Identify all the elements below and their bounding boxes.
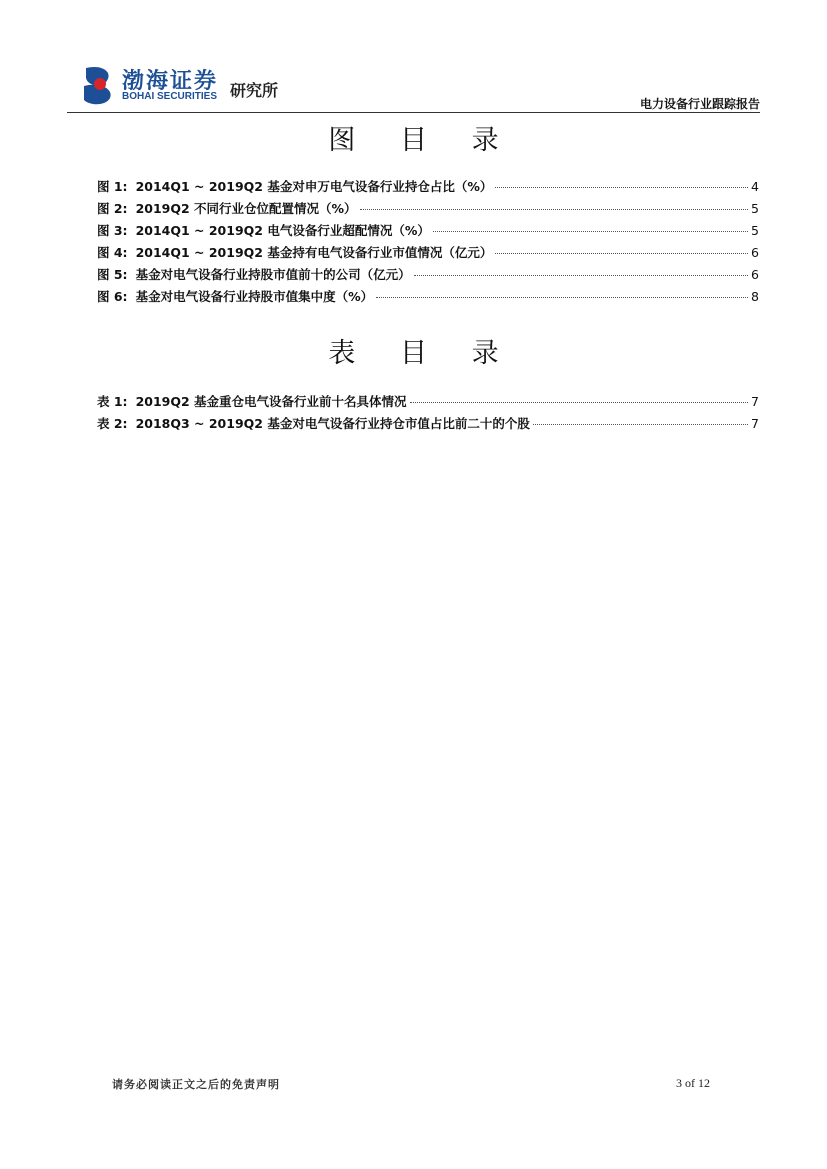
toc-entry[interactable]	[97, 286, 759, 308]
toc-entry-number: 图 6:	[97, 289, 128, 304]
toc-entry[interactable]	[97, 198, 759, 220]
toc-entry[interactable]	[97, 220, 759, 242]
toc-leader-dots	[433, 231, 748, 232]
bohai-logo-icon	[80, 64, 118, 108]
toc-entry-number: 图 1:	[97, 179, 128, 194]
toc-entry[interactable]	[97, 176, 759, 198]
figures-toc-list	[97, 176, 759, 308]
toc-entry-title: 基金对电气设备行业持股市值前十的公司（亿元）	[135, 267, 411, 282]
toc-entry-page: 4	[751, 179, 759, 194]
toc-entry-title: 2014Q1 ~ 2019Q2 基金持有电气设备行业市值情况（亿元）	[135, 245, 493, 260]
header-divider	[67, 112, 760, 113]
toc-entry-title: 基金对电气设备行业持股市值集中度（%）	[135, 289, 374, 304]
toc-entry-title: 2014Q1 ~ 2019Q2 电气设备行业超配情况（%）	[135, 223, 430, 238]
toc-leader-dots	[533, 424, 748, 425]
toc-leader-dots	[376, 297, 748, 298]
toc-leader-dots	[360, 209, 748, 210]
toc-entry-page: 7	[751, 394, 759, 409]
toc-leader-dots	[410, 402, 749, 403]
toc-leader-dots	[414, 275, 748, 276]
institute-label: 研究所	[230, 81, 279, 100]
report-title: 电力设备行业跟踪报告	[639, 97, 760, 111]
toc-entry-page: 5	[751, 201, 759, 216]
toc-entry-title: 2019Q2 基金重仓电气设备行业前十名具体情况	[135, 394, 407, 409]
toc-leader-dots	[495, 253, 748, 254]
toc-entry-page: 6	[751, 267, 759, 282]
toc-entry[interactable]	[97, 413, 759, 435]
toc-entry[interactable]	[97, 264, 759, 286]
toc-entry-page: 6	[751, 245, 759, 260]
logo-chinese-name: 渤海证券	[122, 68, 219, 94]
toc-entry[interactable]	[97, 242, 759, 264]
toc-entry-page: 8	[751, 289, 759, 304]
toc-entry-title: 2018Q3 ~ 2019Q2 基金对电气设备行业持仓市值占比前二十的个股	[135, 416, 530, 431]
toc-entry-page: 5	[751, 223, 759, 238]
figures-toc-title: 图 目 录	[328, 125, 517, 156]
toc-entry-number: 图 5:	[97, 267, 128, 282]
toc-entry-number: 表 2:	[97, 416, 128, 431]
toc-entry-number: 图 4:	[97, 245, 128, 260]
tables-toc-title: 表 目 录	[328, 338, 517, 369]
disclaimer-note: 请务必阅读正文之后的免责声明	[112, 1078, 280, 1091]
toc-entry-title: 2014Q1 ~ 2019Q2 基金对申万电气设备行业持仓占比（%）	[135, 179, 493, 194]
toc-entry[interactable]	[97, 391, 759, 413]
toc-entry-title: 2019Q2 不同行业仓位配置情况（%）	[135, 201, 357, 216]
tables-toc-list	[97, 391, 759, 435]
toc-entry-page: 7	[751, 416, 759, 431]
page-number: 3 of 12	[676, 1076, 710, 1090]
toc-entry-number: 表 1:	[97, 394, 128, 409]
company-logo	[80, 64, 310, 108]
toc-entry-number: 图 2:	[97, 201, 128, 216]
logo-english-name: BOHAI SECURITIES	[122, 91, 218, 102]
toc-leader-dots	[495, 187, 748, 188]
toc-entry-number: 图 3:	[97, 223, 128, 238]
